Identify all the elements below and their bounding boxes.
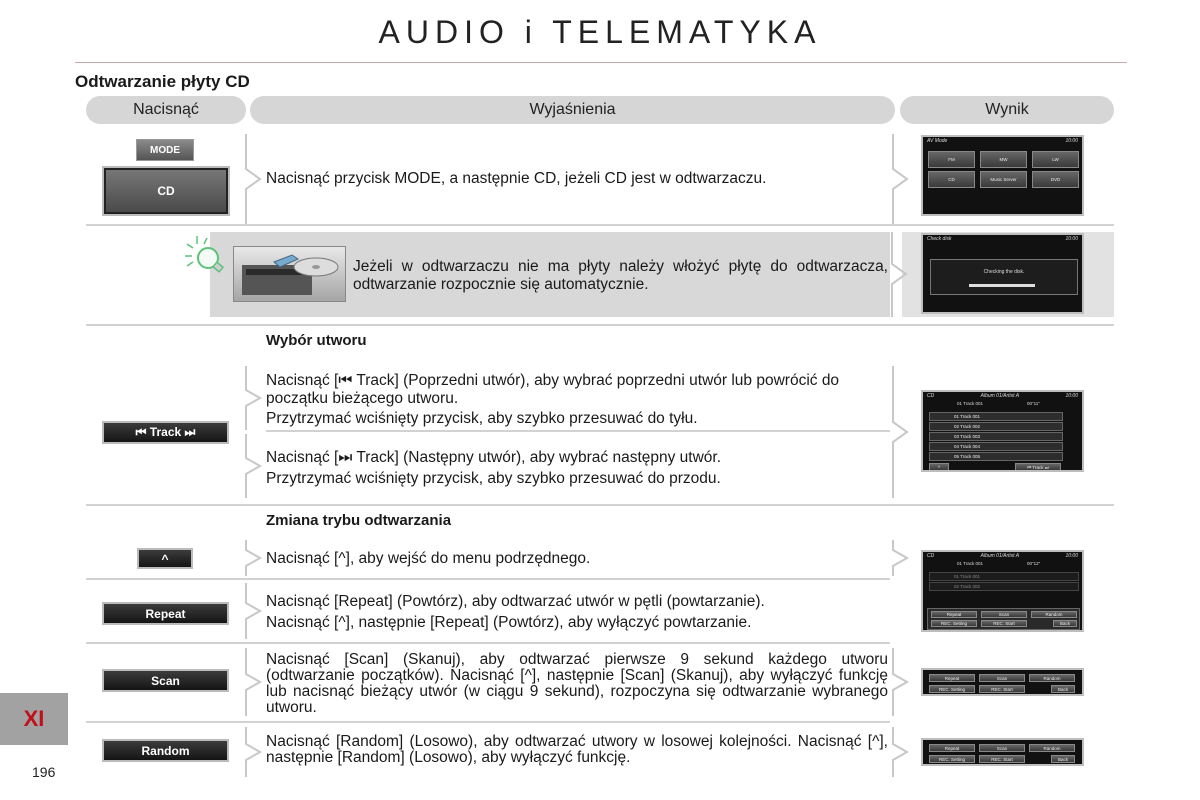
random-result-screen: [921, 738, 1084, 766]
screen-track-row: 01 Track 001: [929, 572, 1079, 581]
row-divider: [86, 224, 1114, 226]
repeat-off-text: Nacisnąć [^], następnie [Repeat] (Powtórz), aby wyłączyć powtarzanie.: [266, 614, 752, 631]
sub-row-divider: [266, 430, 890, 432]
previous-track-instruction: [266, 372, 892, 428]
screen-back-button: Back: [1051, 755, 1075, 763]
screen-source: CD: [927, 553, 935, 559]
random-instruction: Nacisnąć [Random] (Losowo), aby odtwarzać utwory w losowej kolejności. Nacisnąć [^], następnie [Random] (Losowo), aby wyłączyć funkcję.: [266, 733, 888, 766]
row-divider: [86, 504, 1114, 506]
screen-title: Check disk: [927, 236, 952, 242]
screen-rec-start-button: REC. Start: [981, 620, 1027, 627]
screen-title: AV Mode: [927, 138, 948, 144]
mode-button-image: MODE: [136, 139, 194, 161]
cd-slot-illustration: [233, 246, 346, 302]
screen-back-button: Back: [1051, 685, 1075, 693]
track-button-image: ⏮ Track ⏭: [102, 421, 229, 444]
scan-result-screen: [921, 668, 1084, 696]
screen-rec-setting-button: REC. Setting: [929, 685, 975, 693]
screen-track-row: 04 Track 004: [929, 442, 1063, 451]
column-header-result: Wynik: [900, 96, 1114, 124]
sub-row-divider: [86, 642, 890, 644]
repeat-button-image: Repeat: [102, 602, 229, 625]
screen-track-row: 01 Track 001: [929, 412, 1063, 421]
result-chevron: [890, 232, 912, 317]
screen-cd-button: CD: [928, 171, 975, 188]
up-button-image: ^: [137, 548, 193, 569]
screen-scan-button: Scan: [979, 744, 1025, 752]
repeat-instruction: [266, 593, 892, 632]
submenu-instruction: Nacisnąć [^], aby wejść do menu podrzędnego.: [266, 550, 591, 567]
sub-row-divider: [86, 721, 890, 723]
screen-fm-button: FM: [928, 151, 975, 168]
screen-time: 10:00: [1065, 138, 1078, 144]
title-rule: [75, 62, 1127, 63]
screen-track-button: ⏮ Track ⏭: [1015, 463, 1061, 471]
cd-button-image: CD: [104, 168, 228, 214]
check-disk-screen: [921, 233, 1084, 314]
screen-dvd-button: DVD: [1032, 171, 1079, 188]
cd-play-mode-screen: [921, 550, 1084, 632]
row-divider-chevron: [244, 540, 266, 576]
screen-rec-setting-button: REC. Setting: [931, 620, 977, 627]
screen-rec-setting-button: REC. Setting: [929, 755, 975, 763]
previous-track-hold-text: Przytrzymać wciśnięty przycisk, aby szybko przesuwać do tyłu.: [266, 410, 698, 427]
screen-album: Album 01/Artist A: [980, 553, 1020, 559]
screen-scan-button: Scan: [979, 674, 1025, 682]
screen-repeat-button: Repeat: [931, 611, 977, 618]
screen-album: Album 01/Artist A: [980, 393, 1020, 399]
screen-track-row: 05 Track 005: [929, 452, 1063, 461]
page-number: 196: [32, 764, 56, 780]
screen-time: 10:00: [1065, 236, 1078, 242]
check-disk-message: Checking the disk.: [983, 269, 1025, 275]
screen-elapsed: 00"11": [1027, 401, 1040, 406]
screen-repeat-button: Repeat: [929, 744, 975, 752]
row-divider-chevron: [244, 134, 266, 224]
chapter-tab: XI: [0, 693, 68, 745]
play-mode-heading: Zmiana trybu odtwarzania: [266, 512, 452, 529]
screen-time: 10:00: [1065, 393, 1078, 399]
screen-random-button: Random: [1029, 674, 1075, 682]
row-divider: [86, 324, 1114, 326]
row-divider-chevron: [244, 366, 266, 430]
next-track-text: Nacisnąć [⏭ Track] (Następny utwór), aby wybrać następny utwór.: [266, 449, 722, 466]
result-chevron: [891, 540, 913, 576]
repeat-text: Nacisnąć [Repeat] (Powtórz), aby odtwarzać utwór w pętli (powtarzanie).: [266, 593, 765, 610]
result-chevron: [891, 134, 913, 224]
cd-track-list-screen: [921, 390, 1084, 472]
sub-row-divider: [86, 578, 890, 580]
lightbulb-icon: [183, 232, 233, 285]
screen-current-track: 01 Track 001: [957, 561, 984, 566]
av-mode-screen: [921, 135, 1084, 216]
screen-lw-button: LW: [1032, 151, 1079, 168]
screen-up-button: ^: [929, 463, 949, 471]
next-track-instruction: [266, 449, 892, 488]
note-text: Jeżeli w odtwarzaczu nie ma płyty należy włożyć płytę do odtwarzacza, odtwarzanie rozpocznie się automatycznie.: [353, 258, 888, 293]
column-header-explanation: Wyjaśnienia: [250, 96, 895, 124]
row-divider-chevron: [244, 434, 266, 498]
screen-time: 10:00: [1065, 553, 1078, 559]
screen-track-row: 02 Track 002: [929, 582, 1079, 591]
screen-mw-button: MW: [980, 151, 1027, 168]
screen-track-row: 03 Track 003: [929, 432, 1063, 441]
screen-scan-button: Scan: [981, 611, 1027, 618]
screen-rec-start-button: REC. Start: [979, 685, 1025, 693]
screen-random-button: Random: [1031, 611, 1077, 618]
result-chevron: [891, 648, 913, 716]
screen-random-button: Random: [1029, 744, 1075, 752]
result-chevron: [891, 366, 913, 498]
random-button-image: Random: [102, 739, 229, 762]
result-chevron: [891, 727, 913, 777]
track-selection-heading: Wybór utworu: [266, 332, 367, 349]
page-title: AUDIO i TELEMATYKA: [378, 14, 822, 50]
row-divider-chevron: [244, 583, 266, 639]
screen-back-button: Back: [1053, 620, 1077, 627]
scan-instruction: Nacisnąć [Scan] (Skanuj), aby odtwarzać pierwsze 9 sekund każdego utworu (odtwarzanie początków). Nacisnąć [^], następnie [Scan] (Skanuj), aby wyłączyć funkcję lub nacisnąć bieżący utwór (w ciągu 9 sekund), rozpoczyna się odtwarzanie wybranego utworu.: [266, 651, 888, 716]
screen-elapsed: 00"12": [1027, 561, 1041, 566]
screen-track-row: 02 Track 002: [929, 422, 1063, 431]
row-divider-chevron: [244, 648, 266, 716]
screen-current-track: 01 Track 001: [957, 401, 984, 406]
progress-bar: [969, 284, 1035, 287]
scan-button-image: Scan: [102, 669, 229, 692]
check-disk-dialog: [930, 259, 1078, 295]
screen-music-server-button: Music Server: [980, 171, 1027, 188]
next-track-hold-text: Przytrzymać wciśnięty przycisk, aby szybko przesuwać do przodu.: [266, 470, 721, 487]
cd-instruction: Nacisnąć przycisk MODE, a następnie CD, jeżeli CD jest w odtwarzaczu.: [266, 170, 767, 187]
previous-track-text: Nacisnąć [⏮ Track] (Poprzedni utwór), aby wybrać poprzedni utwór lub powrócić do początku bieżącego utworu.: [266, 372, 840, 407]
section-heading: Odtwarzanie płyty CD: [75, 72, 250, 91]
column-header-press: Nacisnąć: [86, 96, 246, 124]
row-divider-chevron: [244, 727, 266, 777]
screen-source: CD: [927, 393, 935, 399]
screen-repeat-button: Repeat: [929, 674, 975, 682]
screen-rec-start-button: REC. Start: [979, 755, 1025, 763]
